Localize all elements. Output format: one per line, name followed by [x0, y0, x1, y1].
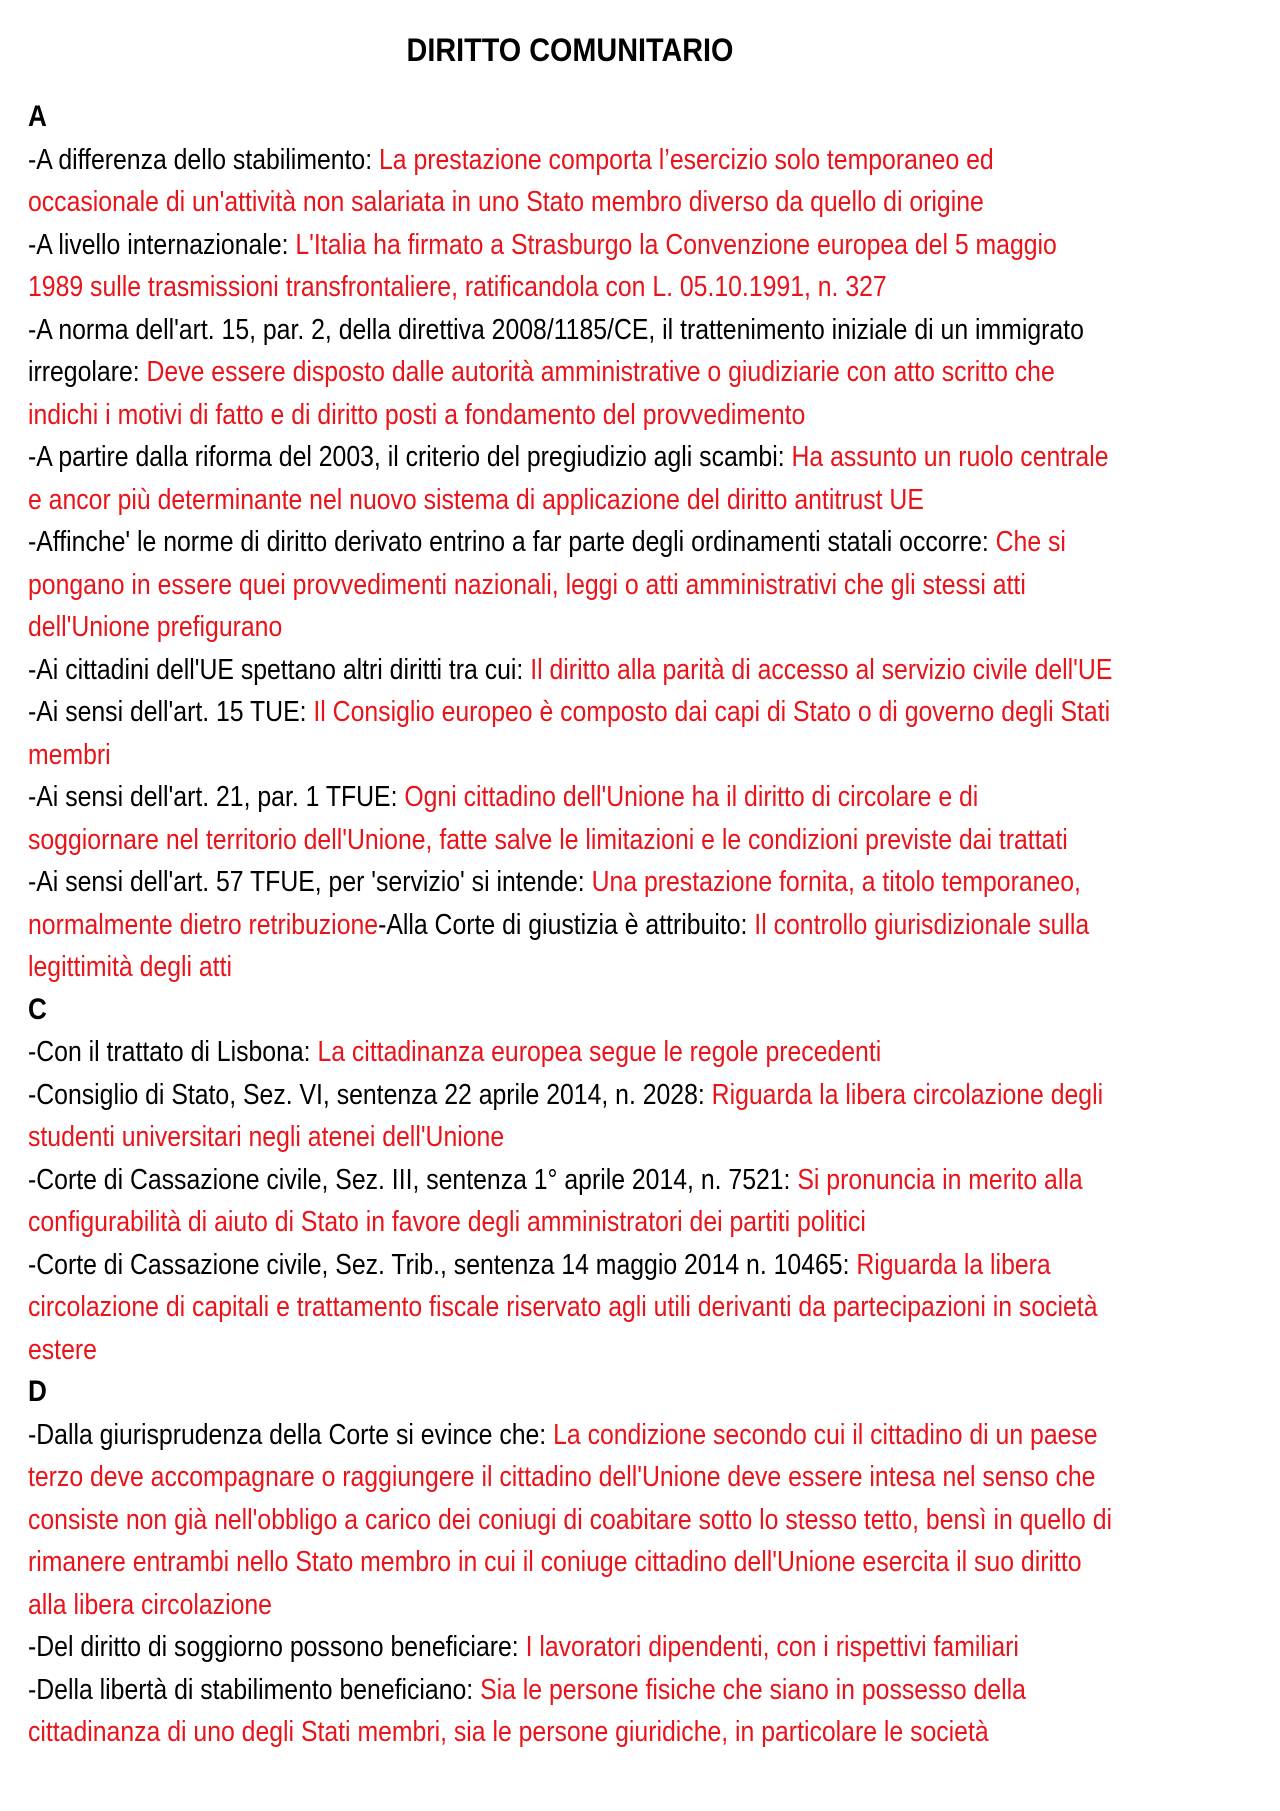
- entry-answer: Una prestazione fornita, a titolo temporaneo, normalmente dietro retribuzione: [28, 866, 1081, 941]
- entry-question: -A differenza dello stabilimento:: [28, 143, 380, 176]
- entry-answer: I lavoratori dipendenti, con i rispettivi familiari: [525, 1631, 1019, 1663]
- entry: [28, 1244, 1116, 1372]
- text-block: [28, 96, 1116, 1754]
- entry-answer: Sia le persone fisiche che siano in possesso della cittadinanza di uno degli Stati membri, sia le persone giuridiche, in particolare le società: [28, 1673, 1026, 1748]
- entry-answer: L'Italia ha firmato a Strasburgo la Convenzione europea del 5 maggio 1989 sulle trasmissioni transfrontaliere, ratificandola con L. 05.10.1991, n. 327: [28, 228, 1057, 303]
- entry: [28, 861, 1116, 989]
- entry: [28, 521, 1116, 649]
- entry: [28, 309, 1116, 437]
- entry-question: -A partire dalla riforma del 2003, il criterio del pregiudizio agli scambi:: [28, 441, 792, 473]
- entry: [28, 1159, 1116, 1244]
- entry-question: -Corte di Cassazione civile, Sez. Trib., sentenza 14 maggio 2014 n. 10465:: [28, 1248, 857, 1281]
- entry-question: -Ai sensi dell'art. 15 TUE:: [28, 696, 314, 728]
- entry: [28, 1669, 1116, 1754]
- entry-answer: Riguarda la libera circolazione degli studenti universitari negli atenei dell'Unione: [28, 1078, 1104, 1153]
- entry-answer: Il Consiglio europeo è composto dai capi di Stato o di governo degli Stati membri: [28, 696, 1111, 771]
- entry-answer: La condizione secondo cui il cittadino di un paese terzo deve accompagnare o raggiungere il cittadino dell'Unione deve essere intesa nel senso che consiste non già nell'obbligo a carico dei coniugi di coabitare sotto lo stesso tetto, bensì in quello di rimanere entrambi nello Stato membro in cui il coniuge cittadino dell'Unione esercita il suo diritto alla libera circolazione: [28, 1418, 1113, 1621]
- entry-question: -Ai sensi dell'art. 21, par. 1 TFUE:: [28, 781, 405, 813]
- entry-answer: La cittadinanza europea segue le regole precedenti: [317, 1036, 882, 1068]
- entry-question: -Con il trattato di Lisbona:: [28, 1036, 318, 1068]
- entry-question: -Affinche' le norme di diritto derivato entrino a far parte degli ordinamenti statali occorre:: [28, 526, 996, 558]
- entry-answer: Riguarda la libera circolazione di capitali e trattamento fiscale riservato agli utili derivanti da partecipazioni in società estere: [28, 1248, 1098, 1366]
- entry-question: -Della libertà di stabilimento beneficiano:: [28, 1673, 481, 1706]
- entry-answer: La prestazione comporta l’esercizio solo temporaneo ed occasionale di un'attività non salariata in uno Stato membro diverso da quello di origine: [28, 143, 994, 218]
- entry-question: -Ai cittadini dell'UE spettano altri diritti tra cui:: [28, 653, 531, 686]
- entry: [28, 691, 1116, 776]
- entry-answer: Il controllo giurisdizionale sulla legittimità degli atti: [28, 908, 1090, 983]
- section-letter-c: C: [28, 992, 47, 1026]
- entry: [28, 776, 1116, 861]
- entry-answer: Il diritto alla parità di accesso al servizio civile dell'UE: [530, 653, 1113, 686]
- entry-question: -A norma dell'art. 15, par. 2, della direttiva 2008/1185/CE, il trattenimento iniziale di un immigrato irregolare:: [28, 313, 1084, 388]
- entry: [28, 1031, 1116, 1074]
- section-letter-d: D: [28, 1375, 47, 1408]
- entry-question: -Alla Corte di giustizia è attribuito:: [378, 908, 755, 941]
- entry-question: -A livello internazionale:: [28, 228, 296, 261]
- entry-question: -Corte di Cassazione civile, Sez. III, sentenza 1° aprile 2014, n. 7521:: [28, 1163, 798, 1196]
- entry-answer: Si pronuncia in merito alla configurabilità di aiuto di Stato in favore degli amministratori dei partiti politici: [28, 1163, 1083, 1238]
- entry-answer: Ogni cittadino dell'Unione ha il diritto di circolare e di soggiornare nel territorio dell'Unione, fatte salve le limitazioni e le condizioni previste dai trattati: [28, 781, 1068, 856]
- document-title: DIRITTO COMUNITARIO: [406, 32, 734, 68]
- entry: [28, 224, 1116, 309]
- section-letter-a: A: [28, 100, 47, 133]
- entry-answer: Deve essere disposto dalle autorità amministrative o giudiziarie con atto scritto che indichi i motivi di fatto e di diritto posti a fondamento del provvedimento: [28, 356, 1055, 431]
- entry: [28, 1074, 1116, 1159]
- document-content: [28, 96, 1278, 1754]
- entry-answer: Che si pongano in essere quei provvedimenti nazionali, leggi o atti amministrativi che gli stessi atti dell'Unione prefigurano: [28, 526, 1066, 643]
- entry-answer: Ha assunto un ruolo centrale e ancor più determinante nel nuovo sistema di applicazione del diritto antitrust UE: [28, 441, 1109, 516]
- entry-question: -Del diritto di soggiorno possono beneficiare:: [28, 1631, 526, 1663]
- entry-question: -Dalla giurisprudenza della Corte si evince che:: [28, 1418, 554, 1451]
- entry: [28, 649, 1116, 692]
- entry-question: -Ai sensi dell'art. 57 TFUE, per 'servizio' si intende:: [28, 866, 592, 898]
- entry: [28, 139, 1116, 224]
- entry: [28, 1626, 1116, 1669]
- entry: [28, 436, 1116, 521]
- entry: [28, 1414, 1116, 1627]
- entry-question: -Consiglio di Stato, Sez. VI, sentenza 22 aprile 2014, n. 2028:: [28, 1078, 712, 1111]
